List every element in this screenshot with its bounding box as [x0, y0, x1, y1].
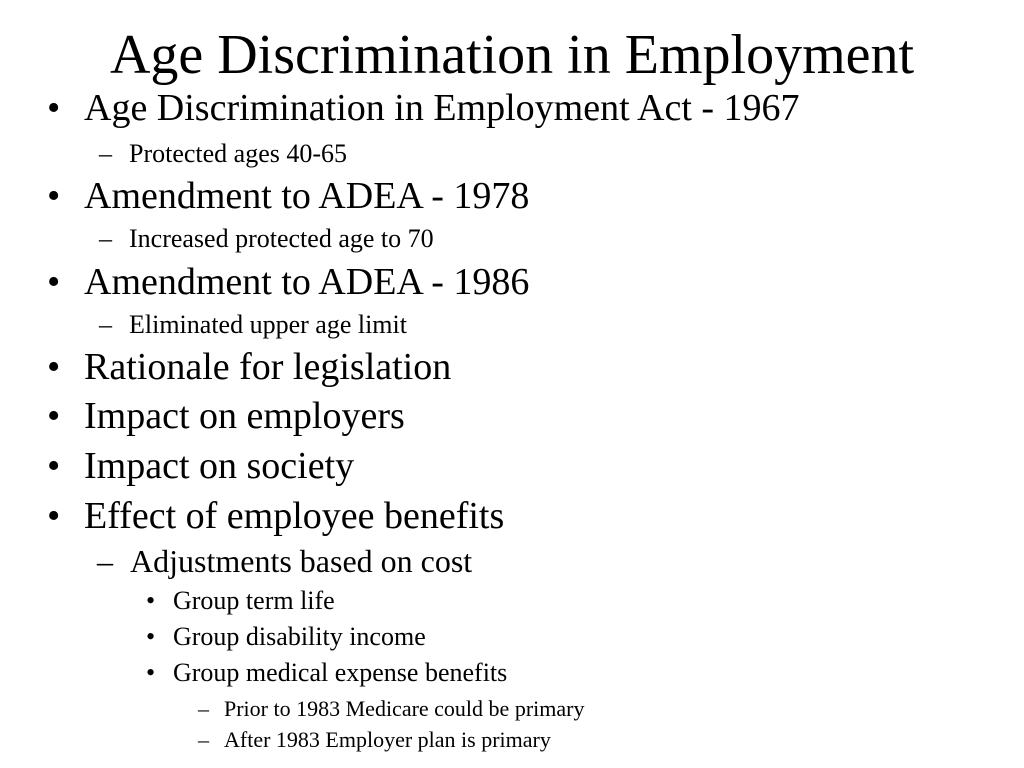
bullet-text: Amendment to ADEA - 1986 [84, 261, 530, 303]
bullet-item [47, 345, 452, 389]
sub-sub-item [146, 622, 426, 652]
bullet-text: Rationale for legislation [84, 346, 452, 388]
dash-marker: – [198, 727, 209, 752]
bullet-marker: • [47, 87, 61, 129]
sub-sub-item [146, 658, 508, 688]
dash-marker: – [99, 310, 112, 339]
sub-sub-item-text: Group term life [173, 586, 335, 615]
bullet-item [47, 444, 355, 488]
sub-sub-item-text: Group disability income [173, 622, 426, 651]
detail-item-text: Prior to 1983 Medicare could be primary [224, 696, 585, 721]
bullet-item [47, 260, 530, 304]
sub-item-text: Increased protected age to 70 [129, 224, 434, 253]
sub-item [99, 139, 348, 169]
sub-item-text: Eliminated upper age limit [129, 310, 407, 339]
sub-item [99, 310, 407, 340]
dash-marker: – [99, 224, 112, 253]
sub-item [99, 224, 434, 254]
bullet-marker: • [47, 261, 61, 303]
bullet-marker: • [47, 346, 61, 388]
bullet-marker: • [146, 586, 156, 615]
dash-marker: – [99, 139, 112, 168]
bullet-item [47, 394, 405, 438]
bullet-item [47, 494, 505, 538]
sub-sub-item-text: Group medical expense benefits [173, 658, 508, 687]
detail-item [198, 696, 585, 722]
bullet-text: Age Discrimination in Employment Act - 1967 [84, 87, 800, 129]
bullet-marker: • [47, 495, 61, 537]
bullet-marker: • [146, 658, 156, 687]
detail-item [198, 727, 551, 753]
bullet-item [47, 86, 800, 130]
dash-marker: – [97, 543, 113, 579]
bullet-item [47, 174, 530, 218]
bullet-marker: • [47, 175, 61, 217]
bullet-text: Amendment to ADEA - 1978 [84, 175, 530, 217]
detail-item-text: After 1983 Employer plan is primary [224, 727, 551, 752]
bullet-marker: • [146, 622, 156, 651]
sub-item [97, 543, 473, 579]
bullet-marker: • [47, 445, 61, 487]
sub-item-text: Adjustments based on cost [130, 543, 473, 579]
bullet-marker: • [47, 395, 61, 437]
bullet-text: Effect of employee benefits [84, 495, 505, 537]
bullet-text: Impact on employers [84, 395, 405, 437]
sub-sub-item [146, 586, 335, 616]
bullet-text: Impact on society [84, 445, 355, 487]
slide-title: Age Discrimination in Employment [109, 24, 915, 86]
dash-marker: – [198, 696, 209, 721]
sub-item-text: Protected ages 40-65 [129, 139, 348, 168]
